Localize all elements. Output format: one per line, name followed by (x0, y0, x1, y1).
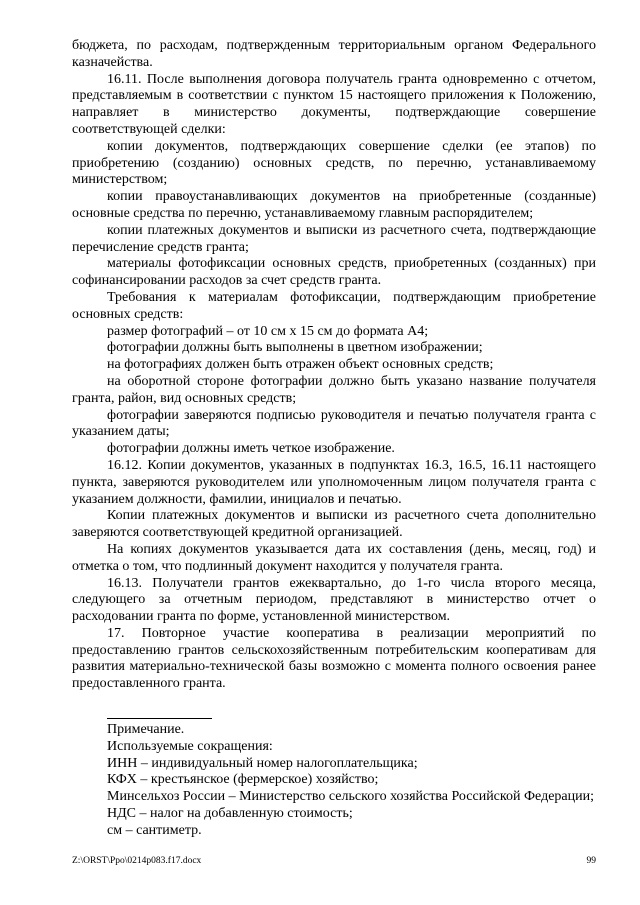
footnote-separator (107, 718, 212, 719)
paragraph: 16.11. После выполнения договора получатель гранта одновременно с отчетом, представляемым в соответствии с пунктом 15 настоящего приложения к Положению, направляет в министерство документы, подтверждающие совершение соответствующей сделки: (72, 71, 596, 137)
paragraph: бюджета, по расходам, подтвержденным территориальным органом Федерального казначейства. (72, 38, 596, 70)
abbreviation-item: НДС – налог на добавленную стоимость; (107, 806, 353, 822)
paragraph: 16.12. Копии документов, указанных в подпунктах 16.3, 16.5, 16.11 настоящего пункта, заверяются руководителем или уполномоченным лицом получателя гранта с указанием должности, фамилии, инициалов и печатью. (72, 457, 596, 507)
document-page (72, 38, 596, 840)
abbreviation-item: см – сантиметр. (107, 822, 202, 838)
page-number: 99 (586, 856, 596, 866)
file-path: Z:\ORST\Ppo\0214p083.f17.docx (72, 856, 202, 866)
abbreviation-item: Минсельхоз России – Министерство сельского хозяйства Российской Федерации; (107, 789, 594, 805)
paragraph: На копиях документов указывается дата их составления (день, месяц, год) и отметка о том, что подлинный документ находится у получателя гранта. (72, 541, 596, 574)
paragraph: фотографии должны быть выполнены в цветном изображении; (107, 340, 483, 356)
paragraph: копии правоустанавливающих документов на приобретенные (созданные) основные средства по перечню, устанавливаемому главным распорядителем; (72, 189, 596, 221)
abbreviation-item: ИНН – индивидуальный номер налогоплательщика; (107, 755, 418, 771)
paragraph: Копии платежных документов и выписки из расчетного счета дополнительно заверяются соответствующей кредитной организацией. (72, 508, 596, 541)
paragraph: 16.13. Получатели грантов ежеквартально, до 1-го числа второго месяца, следующего за отчетным периодом, представляют в министерство отчет о расходовании гранта по форме, установленной министерством. (72, 575, 596, 625)
paragraph: фотографии должны иметь четкое изображение. (107, 441, 395, 457)
abbreviation-item: КФХ – крестьянское (фермерское) хозяйство; (107, 772, 379, 788)
paragraph: на фотографиях должен быть отражен объект основных средств; (107, 357, 494, 373)
paragraph: фотографии заверяются подписью руководителя и печатью получателя гранта с указанием даты; (72, 407, 596, 440)
note-title: Примечание. (107, 722, 185, 738)
note-section (72, 722, 596, 840)
paragraph: Требования к материалам фотофиксации, подтверждающим приобретение основных средств: (72, 289, 596, 322)
paragraph: размер фотографий – от 10 см х 15 см до формата А4; (107, 323, 429, 339)
paragraph: копии документов, подтверждающих совершение сделки (ее этапов) по приобретению (созданию) основных средств, по перечню, устанавливаемому министерством; (72, 138, 596, 188)
note-subtitle: Используемые сокращения: (107, 738, 273, 754)
paragraph: на оборотной стороне фотографии должно быть указано название получателя гранта, район, вид основных средств; (72, 373, 596, 406)
paragraph: копии платежных документов и выписки из расчетного счета, подтверждающие перечисление средств гранта; (72, 222, 596, 255)
paragraph: материалы фотофиксации основных средств, приобретенных (созданных) при софинансировании расходов за счет средств гранта. (72, 256, 596, 289)
paragraph: 17. Повторное участие кооператива в реализации мероприятий по предоставлению грантов сельскохозяйственным потребительским кооперативам для развития материально-технической базы возможно с момента полного освоения ранее предоставленного гранта. (72, 625, 596, 692)
